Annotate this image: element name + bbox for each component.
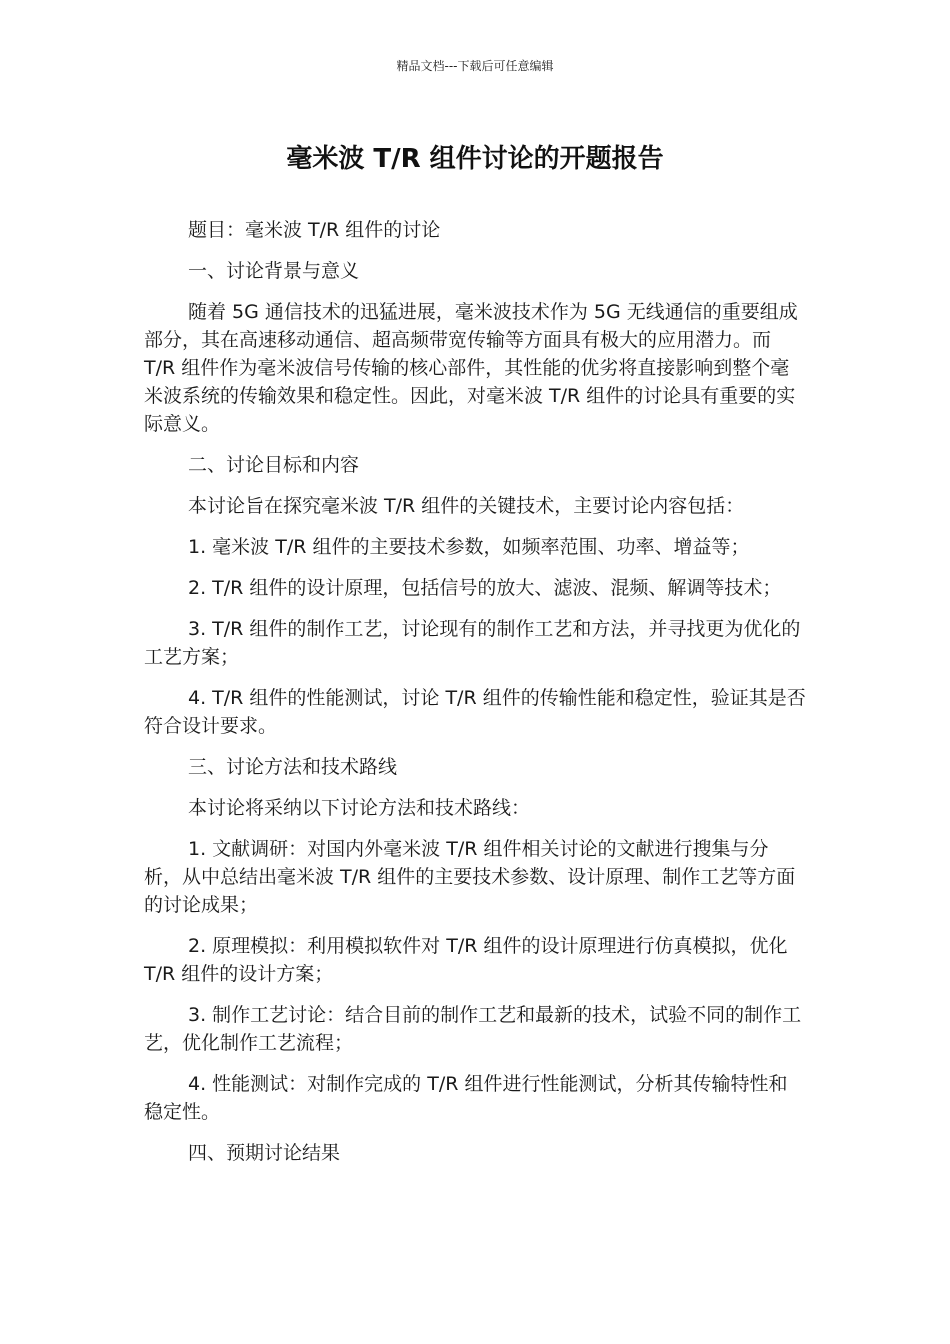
list-item-goal-3: 3. T/R 组件的制作工艺，讨论现有的制作工艺和方法，并寻找更为优化的工艺方案； [144, 618, 801, 668]
list-item-method-1: 1. 文献调研：对国内外毫米波 T/R 组件相关讨论的文献进行搜集与分析，从中总结出毫米波 T/R 组件的主要技术参数、设计原理、制作工艺等方面的讨论成果； [144, 838, 796, 916]
paragraph-topic: 题目：毫米波 T/R 组件的讨论 [188, 219, 441, 241]
section-heading-2: 二、讨论目标和内容 [188, 454, 360, 476]
document-body [144, 216, 806, 1180]
paragraph-methods-intro: 本讨论将采纳以下讨论方法和技术路线： [188, 797, 531, 819]
section-heading-3: 三、讨论方法和技术路线 [188, 756, 398, 778]
page-title: 毫米波 T/R 组件讨论的开题报告 [286, 144, 664, 174]
paragraph-goals-intro: 本讨论旨在探究毫米波 T/R 组件的关键技术，主要讨论内容包括： [188, 495, 745, 517]
list-item-goal-4: 4. T/R 组件的性能测试，讨论 T/R 组件的传输性能和稳定性，验证其是否符合设计要求。 [144, 687, 806, 737]
paragraph-background: 随着 5G 通信技术的迅猛进展，毫米波技术作为 5G 无线通信的重要组成部分，其在高速移动通信、超高频带宽传输等方面具有极大的应用潜力。而 T/R 组件作为毫米波信号传输的核心部件，其性能的优劣将直接影响到整个毫米波系统的传输效果和稳定性。因此，对毫米波 T/R 组件的讨论具有重要的实际意义。 [144, 301, 798, 435]
list-item-method-4: 4. 性能测试：对制作完成的 T/R 组件进行性能测试，分析其传输特性和稳定性。 [144, 1073, 788, 1123]
section-heading-1: 一、讨论背景与意义 [188, 260, 360, 282]
list-item-goal-2: 2. T/R 组件的设计原理，包括信号的放大、滤波、混频、解调等技术； [188, 577, 782, 599]
header-note: 精品文档---下载后可任意编辑 [396, 59, 554, 73]
list-item-goal-1: 1. 毫米波 T/R 组件的主要技术参数，如频率范围、功率、增益等； [188, 536, 750, 558]
list-item-method-3: 3. 制作工艺讨论：结合目前的制作工艺和最新的技术，试验不同的制作工艺，优化制作工艺流程； [144, 1004, 802, 1054]
section-heading-4: 四、预期讨论结果 [188, 1142, 341, 1164]
list-item-method-2: 2. 原理模拟：利用模拟软件对 T/R 组件的设计原理进行仿真模拟，优化 T/R 组件的设计方案； [144, 935, 788, 985]
